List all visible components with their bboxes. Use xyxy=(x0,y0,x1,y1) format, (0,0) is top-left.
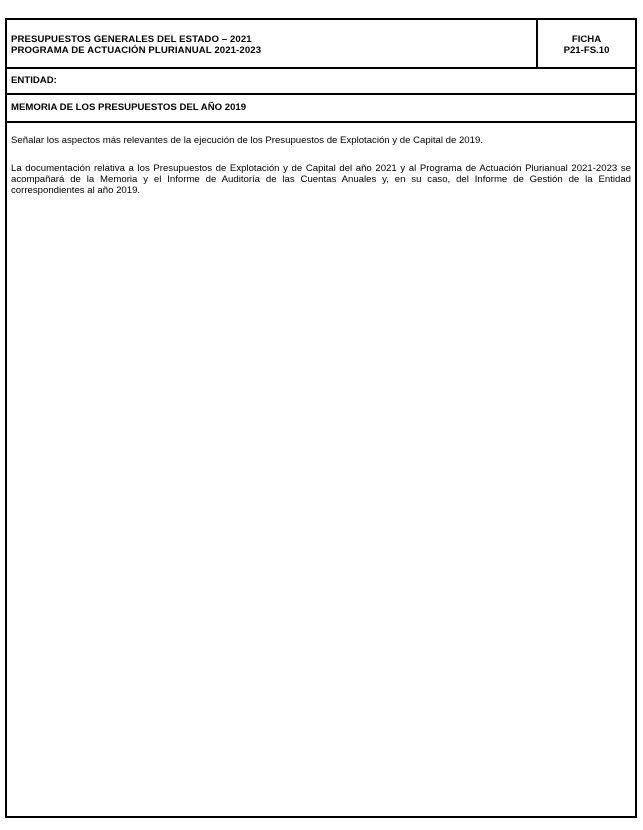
form-title-line1: PRESUPUESTOS GENERALES DEL ESTADO – 2021 xyxy=(11,34,252,45)
content-area xyxy=(7,123,635,816)
content-paragraph-2: La documentación relativa a los Presupuestos de Explotación y de Capital del año 2021 y al Programa de Actuación Plurianual 2021-2023 se acompañará de la Memoria y el Informe de Auditoría de las Cuentas Anuales y, en su caso, del Informe de Gestión de la Entidad correspondientes al año 2019. xyxy=(11,163,631,196)
entity-row xyxy=(7,69,635,95)
section-title: MEMORIA DE LOS PRESUPUESTOS DEL AÑO 2019 xyxy=(11,102,247,113)
entity-label: ENTIDAD: xyxy=(11,75,57,86)
section-title-row xyxy=(7,95,635,123)
budget-form xyxy=(5,18,637,818)
content-paragraph-1: Señalar los aspectos más relevantes de la ejecución de los Presupuestos de Explotación y de Capital de 2019. xyxy=(11,135,483,146)
ficha-box xyxy=(536,20,635,67)
ficha-code: P21-FS.10 xyxy=(563,45,610,56)
form-header xyxy=(7,20,635,69)
form-title xyxy=(7,20,536,67)
ficha-label: FICHA xyxy=(571,34,602,45)
form-title-line2: PROGRAMA DE ACTUACIÓN PLURIANUAL 2021-2023 xyxy=(11,45,262,56)
